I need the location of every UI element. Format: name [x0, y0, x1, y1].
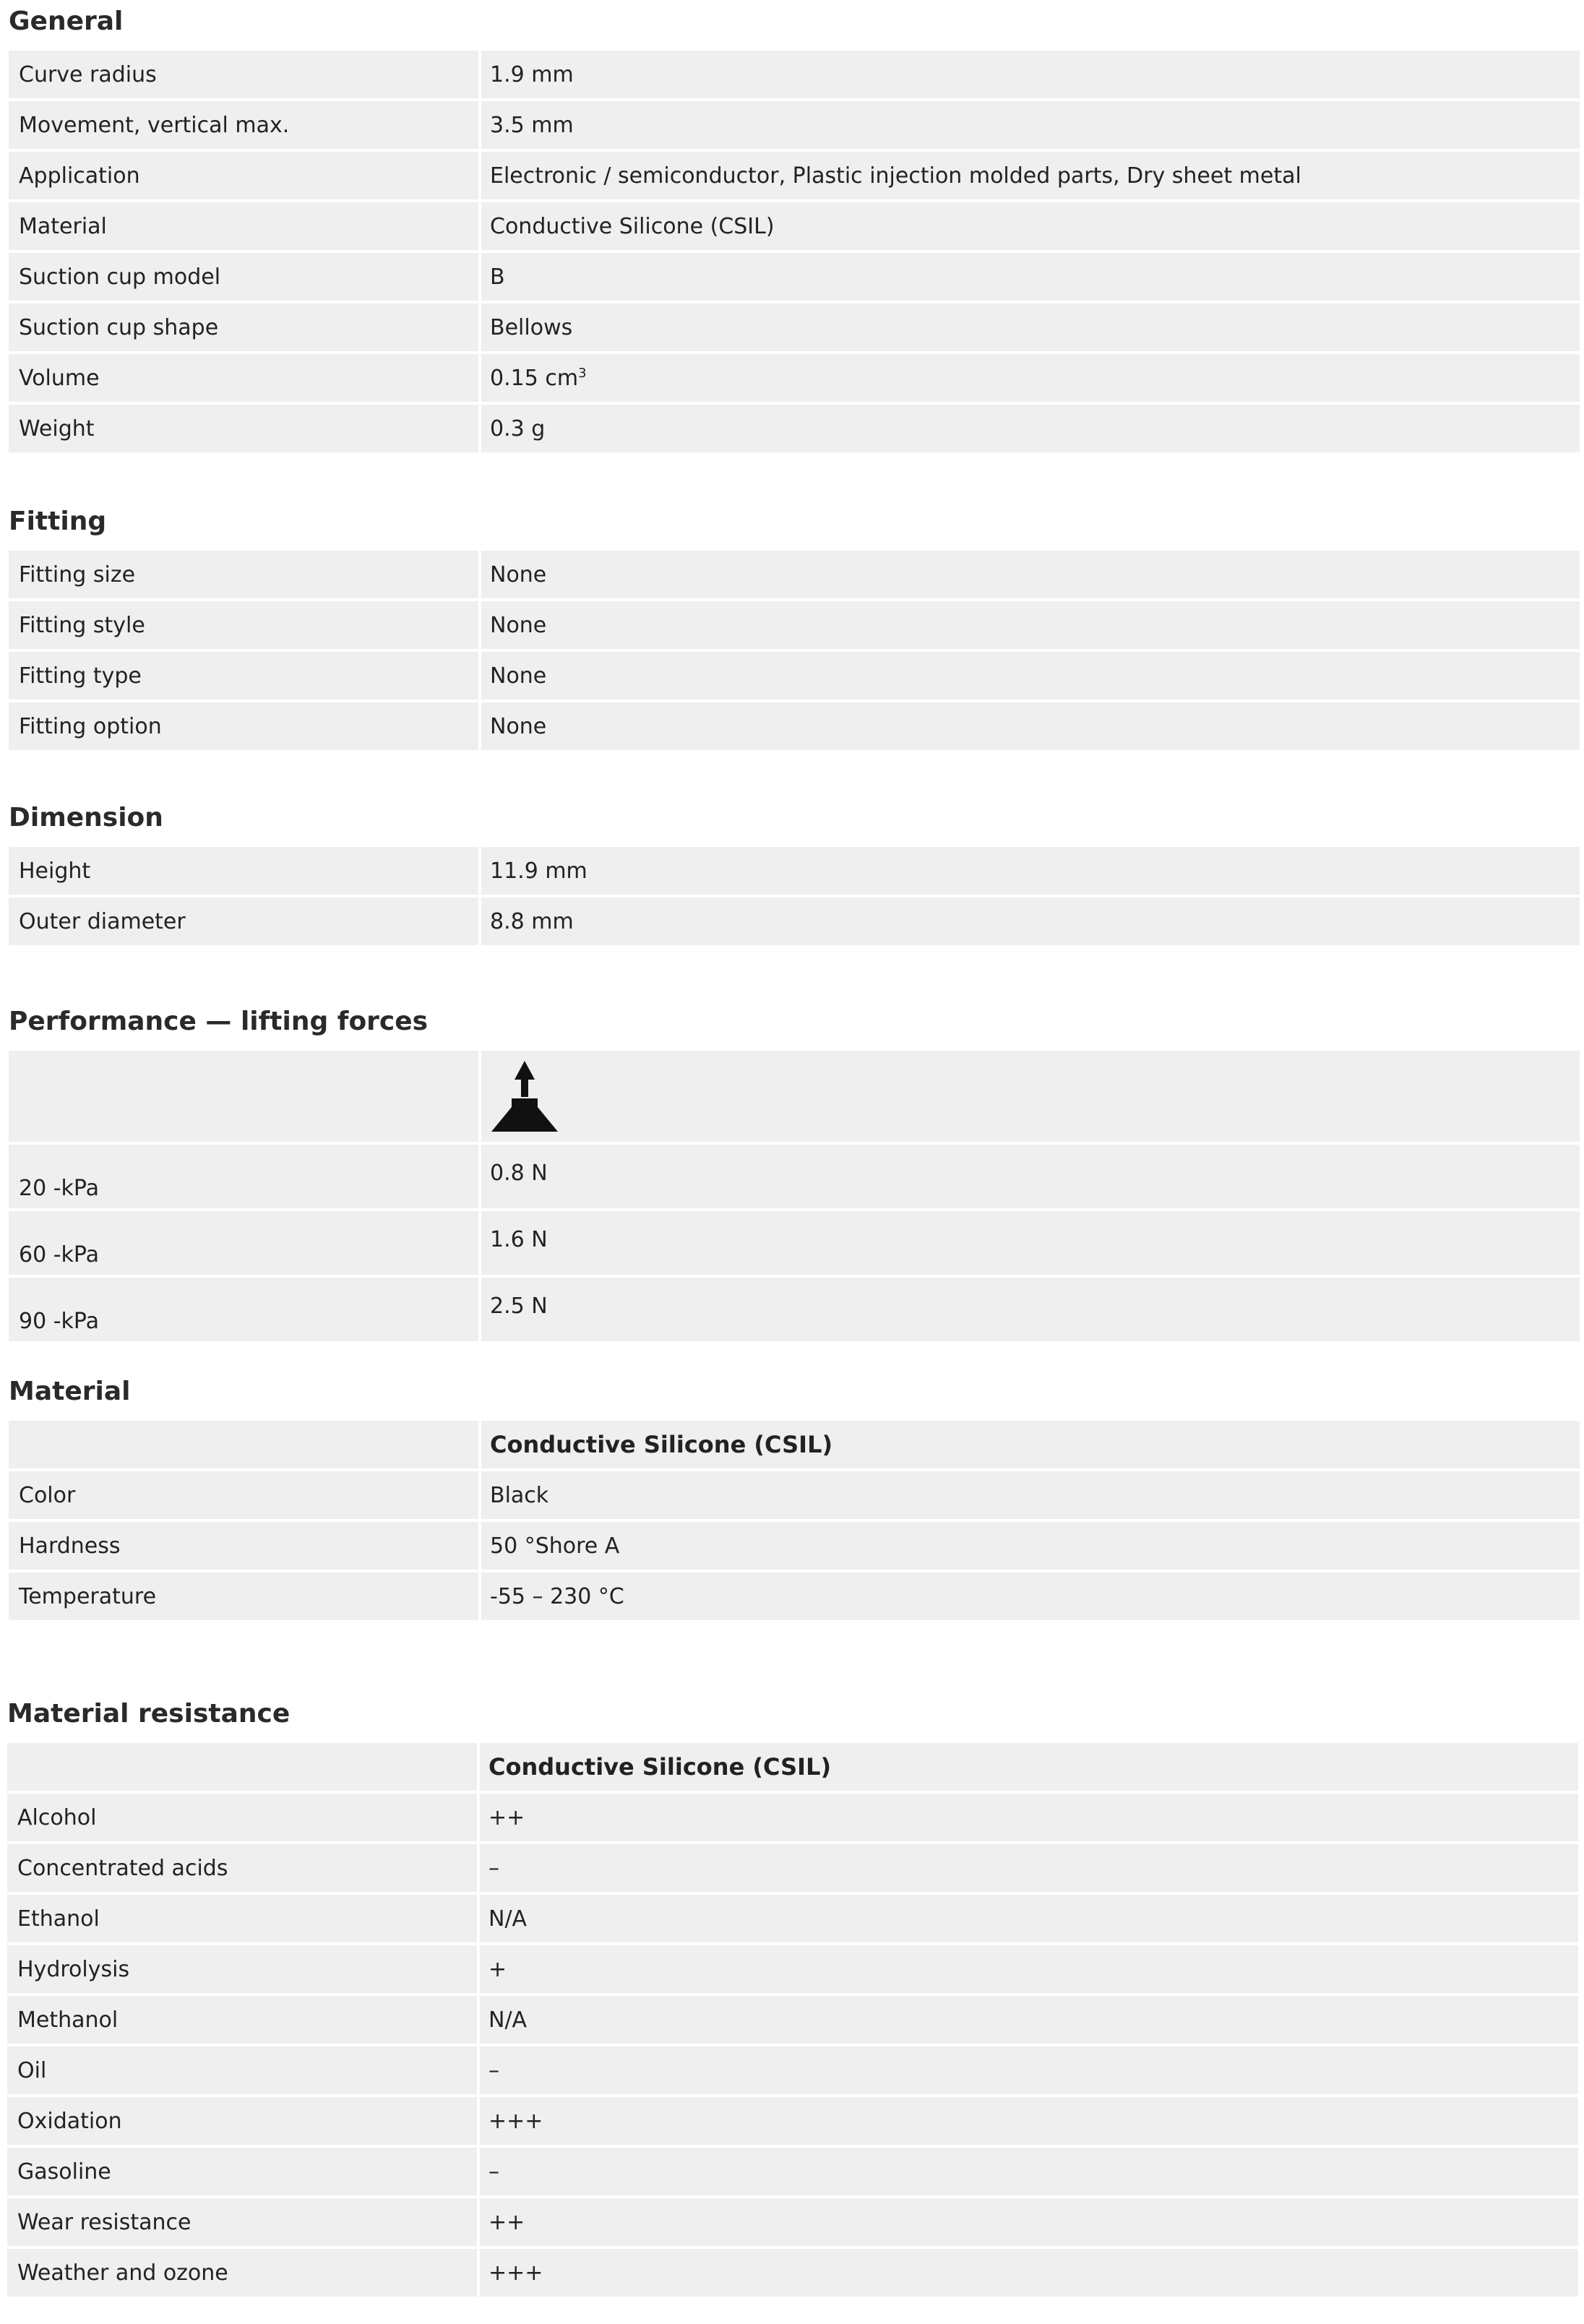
row-label: Height [9, 847, 478, 898]
row-value: 0.8 N [478, 1145, 1580, 1211]
table-row [9, 898, 1580, 948]
table-row [7, 2198, 1578, 2249]
row-value: None [478, 551, 1580, 601]
table-row [9, 1522, 1580, 1572]
row-value: ++ [477, 1794, 1578, 1844]
section-title-general: General [9, 7, 124, 36]
row-label: Material [9, 202, 478, 253]
row-label: 60 -kPa [9, 1211, 478, 1278]
performance-table [9, 1051, 1580, 1344]
row-value: -55 – 230 °C [478, 1572, 1580, 1623]
row-label: Concentrated acids [7, 1844, 477, 1895]
table-row [9, 152, 1580, 202]
table-row [9, 1145, 1580, 1211]
row-label: Movement, vertical max. [9, 101, 478, 152]
row-value: None [478, 652, 1580, 702]
row-label: Alcohol [7, 1794, 477, 1844]
row-value [478, 354, 1580, 405]
row-label: Gasoline [7, 2148, 477, 2198]
row-label: Volume [9, 354, 478, 405]
row-label: Weather and ozone [7, 2249, 477, 2299]
table-row [7, 1945, 1578, 1996]
column-header: Conductive Silicone (CSIL) [477, 1743, 1578, 1794]
row-value: Bellows [478, 304, 1580, 354]
empty-header-cell [9, 1051, 478, 1145]
table-row [9, 1278, 1580, 1344]
row-value: 1.9 mm [478, 51, 1580, 101]
table-row [7, 1794, 1578, 1844]
section-title-material: Material [9, 1377, 131, 1406]
row-value: – [477, 2148, 1578, 2198]
fitting-table [9, 551, 1580, 753]
table-row [7, 2148, 1578, 2198]
row-label: Temperature [9, 1572, 478, 1623]
section-title-fitting: Fitting [9, 507, 107, 536]
table-row [7, 1895, 1578, 1945]
empty-header-cell [7, 1743, 477, 1794]
table-row [9, 551, 1580, 601]
row-label: Oil [7, 2047, 477, 2097]
dimension-table [9, 847, 1580, 948]
row-value: Electronic / semiconductor, Plastic injection molded parts, Dry sheet metal [478, 152, 1580, 202]
table-row [7, 2249, 1578, 2299]
row-value: 8.8 mm [478, 898, 1580, 948]
table-row [9, 1572, 1580, 1623]
section-material [9, 1421, 1580, 1623]
table-header-row [7, 1743, 1578, 1794]
table-row [7, 1996, 1578, 2047]
table-row [9, 354, 1580, 405]
material-table [9, 1421, 1580, 1623]
section-dimension [9, 847, 1580, 948]
table-row [9, 1211, 1580, 1278]
row-value: 3.5 mm [478, 101, 1580, 152]
row-label: Hydrolysis [7, 1945, 477, 1996]
table-header-row [9, 1421, 1580, 1471]
column-header: Conductive Silicone (CSIL) [478, 1421, 1580, 1471]
row-value: + [477, 1945, 1578, 1996]
volume-unit-exponent: 3 [578, 365, 587, 381]
row-label: Weight [9, 405, 478, 455]
volume-value: 0.15 cm [490, 365, 579, 391]
table-row [9, 652, 1580, 702]
row-label: Fitting size [9, 551, 478, 601]
table-row [9, 253, 1580, 304]
row-value: +++ [477, 2249, 1578, 2299]
section-general [9, 51, 1580, 455]
section-title-material-resistance: Material resistance [7, 1699, 290, 1729]
table-row [9, 51, 1580, 101]
table-row [9, 304, 1580, 354]
row-label: Ethanol [7, 1895, 477, 1945]
row-value: 0.3 g [478, 405, 1580, 455]
empty-header-cell [9, 1421, 478, 1471]
icon-header-cell [478, 1051, 1580, 1145]
section-title-dimension: Dimension [9, 803, 163, 832]
table-row [7, 1844, 1578, 1895]
row-label: Outer diameter [9, 898, 478, 948]
section-material-resistance [7, 1743, 1578, 2299]
row-label: Wear resistance [7, 2198, 477, 2249]
table-row [9, 847, 1580, 898]
row-label: Oxidation [7, 2097, 477, 2148]
table-row [9, 702, 1580, 753]
row-value: N/A [477, 1895, 1578, 1945]
table-row [9, 1471, 1580, 1522]
row-value: Black [478, 1471, 1580, 1522]
row-label: Suction cup model [9, 253, 478, 304]
row-value: 50 °Shore A [478, 1522, 1580, 1572]
section-title-performance: Performance — lifting forces [9, 1007, 429, 1036]
table-row [9, 202, 1580, 253]
table-row [7, 2097, 1578, 2148]
row-label: Methanol [7, 1996, 477, 2047]
row-value: None [478, 601, 1580, 652]
row-label: Suction cup shape [9, 304, 478, 354]
section-performance [9, 1051, 1580, 1344]
row-value: N/A [477, 1996, 1578, 2047]
table-header-row [9, 1051, 1580, 1145]
row-label: Fitting type [9, 652, 478, 702]
row-value: 1.6 N [478, 1211, 1580, 1278]
row-label: Fitting option [9, 702, 478, 753]
row-label: 20 -kPa [9, 1145, 478, 1211]
table-row [9, 101, 1580, 152]
row-label: Fitting style [9, 601, 478, 652]
general-table [9, 51, 1580, 455]
row-label: Application [9, 152, 478, 202]
section-fitting [9, 551, 1580, 753]
material-resistance-table [7, 1743, 1578, 2299]
row-label: Hardness [9, 1522, 478, 1572]
row-label: Color [9, 1471, 478, 1522]
row-value: Conductive Silicone (CSIL) [478, 202, 1580, 253]
row-label: Curve radius [9, 51, 478, 101]
table-row [7, 2047, 1578, 2097]
row-label: 90 -kPa [9, 1278, 478, 1344]
row-value: ++ [477, 2198, 1578, 2249]
lifting-force-icon [490, 1061, 559, 1136]
row-value: +++ [477, 2097, 1578, 2148]
row-value: B [478, 253, 1580, 304]
table-row [9, 601, 1580, 652]
row-value: – [477, 1844, 1578, 1895]
row-value: 11.9 mm [478, 847, 1580, 898]
row-value: – [477, 2047, 1578, 2097]
row-value: None [478, 702, 1580, 753]
row-value: 2.5 N [478, 1278, 1580, 1344]
table-row [9, 405, 1580, 455]
